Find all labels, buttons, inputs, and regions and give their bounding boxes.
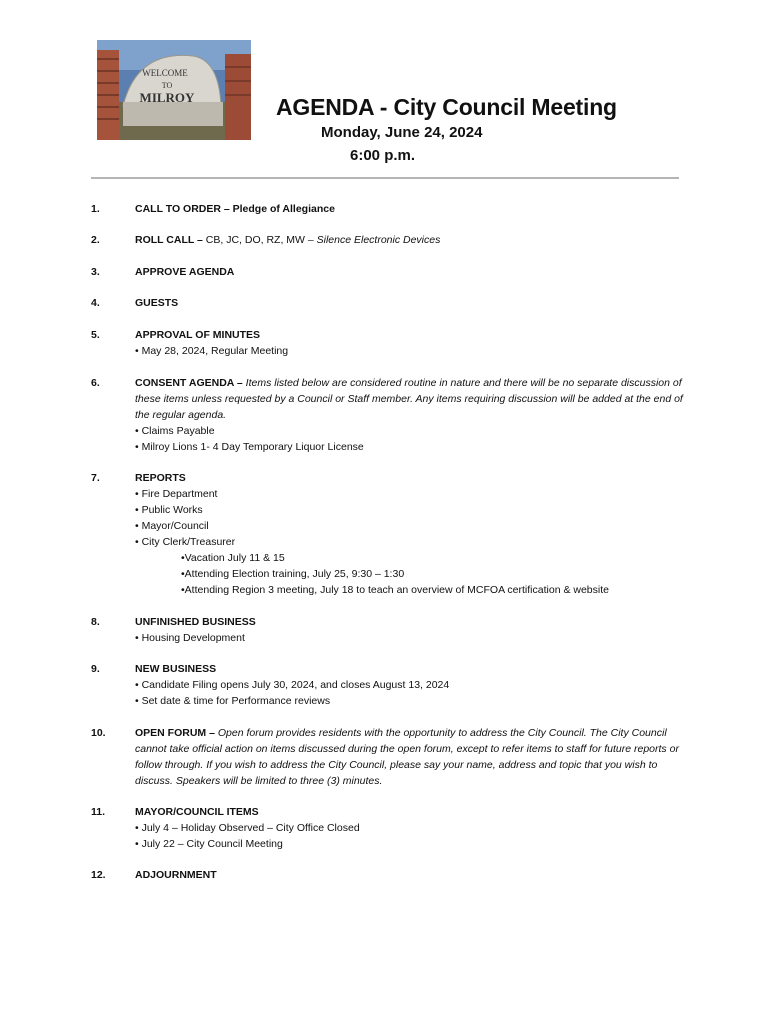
list-item: • May 28, 2024, Regular Meeting — [135, 345, 289, 357]
svg-text:MILROY: MILROY — [139, 90, 195, 105]
list-item: •Attending Region 3 meeting, July 18 to teach an overview of MCFOA certification & website — [181, 584, 609, 596]
list-item: • Set date & time for Performance reviews — [135, 695, 331, 707]
meeting-time: 6:00 p.m. — [350, 147, 416, 164]
list-item: •Attending Election training, July 25, 9:30 – 1:30 — [181, 568, 405, 580]
list-item: • Public Works — [135, 504, 203, 516]
welcome-sign-photo — [97, 40, 251, 140]
list-item: • Candidate Filing opens July 30, 2024, and closes August 13, 2024 — [135, 679, 450, 691]
list-item: • Mayor/Council — [135, 520, 209, 532]
list-item: • July 22 – City Council Meeting — [135, 838, 283, 850]
list-item: • July 4 – Holiday Observed – City Office Closed — [135, 822, 360, 834]
header-divider — [91, 177, 679, 179]
list-item: • Claims Payable — [135, 425, 215, 437]
svg-text:WELCOME: WELCOME — [142, 68, 188, 78]
page-title: AGENDA - City Council Meeting — [276, 94, 617, 120]
list-item: • City Clerk/Treasurer — [135, 536, 236, 548]
list-item: •Vacation July 11 & 15 — [181, 552, 285, 564]
list-item: • Housing Development — [135, 632, 245, 644]
svg-text:TO: TO — [161, 81, 173, 90]
meeting-date: Monday, June 24, 2024 — [321, 124, 483, 141]
list-item: • Milroy Lions 1- 4 Day Temporary Liquor License — [135, 441, 364, 453]
list-item: • Fire Department — [135, 488, 218, 500]
